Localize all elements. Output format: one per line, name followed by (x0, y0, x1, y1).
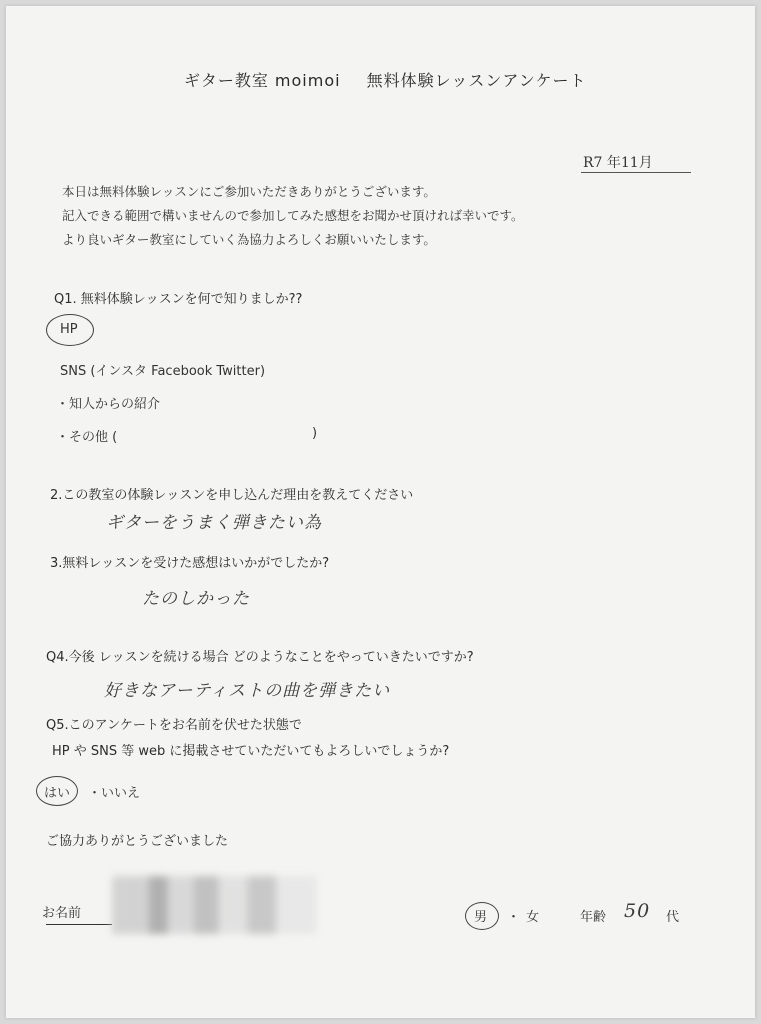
q1-option-other-close: ) (312, 426, 318, 441)
q1-option-friend: ・知人からの紹介 (56, 397, 161, 412)
intro-line-2: 記入できる範囲で構いませんので参加してみた感想をお聞かせ頂ければ幸いです。 (62, 208, 524, 223)
q2-answer: ギターをうまく弾きたい為 (106, 513, 322, 533)
q5-option-yes: はい (44, 786, 71, 801)
q1-question: Q1. 無料体験レッスンを何で知りましか?? (54, 292, 303, 307)
gender-separator: ・ (507, 910, 521, 925)
name-underline (46, 924, 112, 925)
q5-question-line-1: Q5.このアンケートをお名前を伏せた状態で (46, 718, 302, 733)
redacted-name (112, 876, 317, 934)
intro-line-3: より良いギター教室にしていく為協力よろしくお願いいたします。 (62, 232, 436, 247)
q2-question: 2.この教室の体験レッスンを申し込んだ理由を教えてください (50, 488, 414, 503)
age-value: 50 (624, 900, 651, 922)
age-label: 年齢 (580, 910, 607, 925)
gender-male: 男 (474, 910, 488, 925)
age-unit: 代 (666, 910, 680, 925)
thanks-message: ご協力ありがとうございました (46, 834, 229, 849)
page-title (184, 68, 586, 91)
q3-answer: たのしかった (142, 589, 250, 609)
q1-option-other: ・その他 ( (56, 430, 118, 445)
q1-option-sns: SNS (インスタ Facebook Twitter) (60, 364, 266, 379)
intro-line-1: 本日は無料体験レッスンにご参加いただきありがとうございます。 (62, 184, 436, 199)
q4-answer: 好きなアーティストの曲を弾きたい (104, 681, 391, 701)
q5-question-line-2: HP や SNS 等 web に掲載させていただいてもよろしいでしょうか? (52, 744, 450, 759)
q1-option-hp: HP (60, 322, 78, 337)
title-school: ギター教室 moimoi (184, 71, 341, 90)
q4-question: Q4.今後 レッスンを続ける場合 どのようなことをやっていきたいですか? (46, 650, 474, 665)
q3-question: 3.無料レッスンを受けた感想はいかがでしたか? (50, 556, 330, 571)
title-survey: 無料体験レッスンアンケート (366, 71, 587, 90)
date-field: R7 年11月 (583, 155, 653, 171)
q5-option-no: ・いいえ (88, 786, 141, 801)
survey-sheet (6, 6, 755, 1018)
name-label: お名前 (42, 906, 82, 921)
date-underline (581, 172, 691, 173)
gender-female: 女 (526, 910, 540, 925)
